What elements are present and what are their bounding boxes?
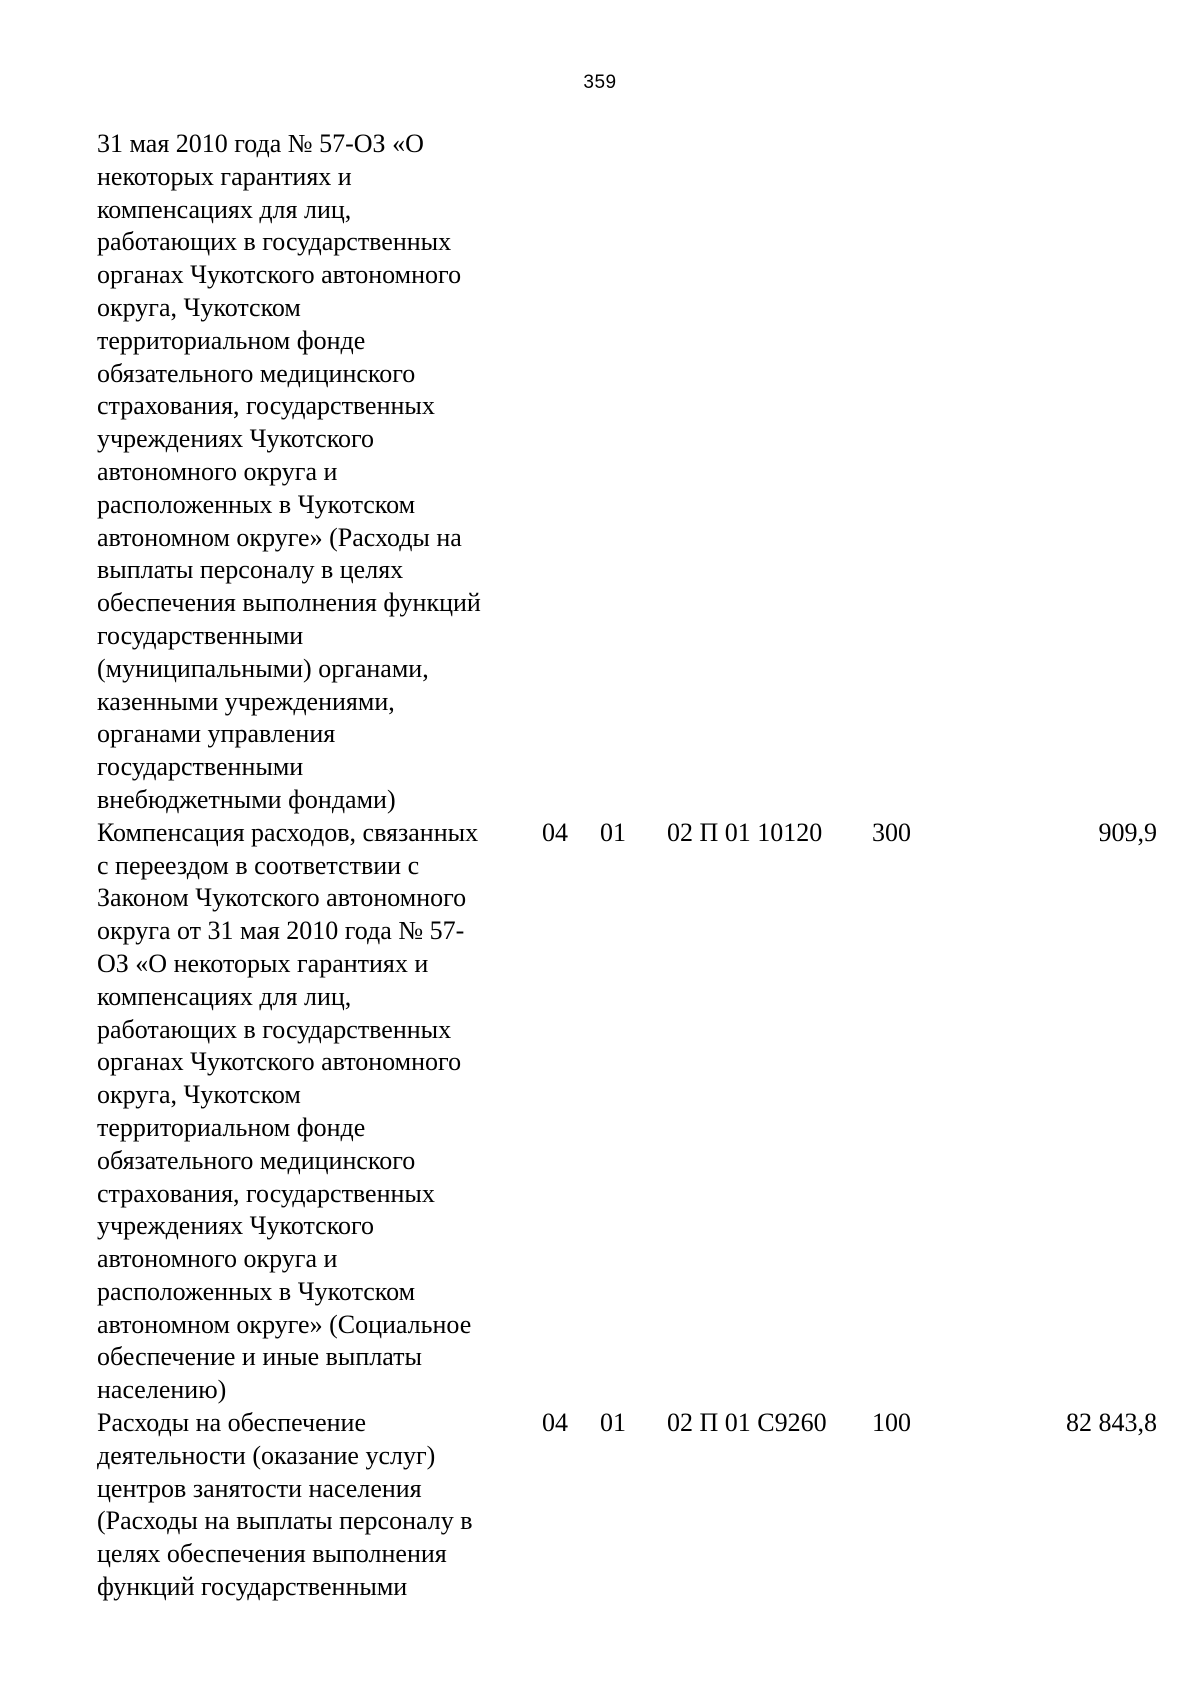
row-target-article-code: 02 П 01 С9260 xyxy=(667,1408,827,1438)
row-description: Компенсация расходов, связанных с переездом в соответствии с Законом Чукотского автономного округа от 31 мая 2010 года № 57- ОЗ «О некоторых гарантиях и компенсациях для лиц, работающих в государственных органах Чукотского автономного округа, Чукотском территориальном фонде обязательного медицинского страхования, государственных учреждениях Чукотского автономного округа и расположенных в Чукотском автономном округе» (Социальное обеспечение и иные выплаты населению) xyxy=(97,817,479,1405)
row-expense-type-code: 300 xyxy=(872,817,911,847)
row-subsection-code: 01 xyxy=(600,817,626,847)
row-target-article-code: 02 П 01 10120 xyxy=(667,817,823,847)
budget-table xyxy=(97,128,1157,1604)
table-row xyxy=(97,817,1157,1407)
page-number: 359 xyxy=(583,72,617,93)
row-description: Расходы на обеспечение деятельности (оказание услуг) центров занятости населения (Расходы на выплаты персоналу в целях обеспечения выполнения функций государственными xyxy=(97,1408,473,1602)
row-section-code: 04 xyxy=(542,1408,568,1438)
table-row xyxy=(97,1407,1157,1604)
table-row xyxy=(97,128,1157,817)
row-subsection-code: 01 xyxy=(600,1408,626,1438)
row-section-code: 04 xyxy=(542,817,568,847)
row-expense-type-code: 100 xyxy=(872,1408,911,1438)
row-amount: 82 843,8 xyxy=(1066,1408,1157,1438)
row-description: 31 мая 2010 года № 57-ОЗ «О некоторых гарантиях и компенсациях для лиц, работающих в государственных органах Чукотского автономного округа, Чукотском территориальном фонде обязательного медицинского страхования, государственных учреждениях Чукотского автономного округа и расположенных в Чукотском автономном округе» (Расходы на выплаты персоналу в целях обеспечения выполнения функций государственными (муниципальными) органами, казенными учреждениями, органами управления государственными внебюджетными фондами) xyxy=(97,129,481,814)
row-amount: 909,9 xyxy=(1098,817,1157,847)
